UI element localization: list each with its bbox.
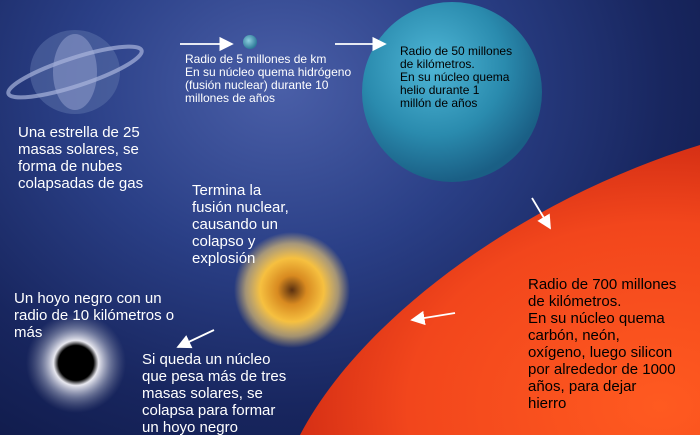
nebula-caption: Una estrella de 25 masas solares, se forma de nubes colapsadas de gas	[18, 124, 144, 192]
blue-giant-caption: Radio de 50 millones de kilómetros. En su núcleo quema helio durante 1 millón de años	[400, 44, 513, 110]
red-supergiant-caption: Radio de 700 millones de kilómetros. En su núcleo quema carbón, neón, oxígeno, luego silicon por alrededor de 1000 años, para dejar hierro	[528, 276, 677, 412]
supernova-caption: Termina la fusión nuclear, causando un colapso y explosión	[192, 182, 289, 267]
main-sequence-star-shape	[243, 35, 257, 49]
arrow-supernova-to-core	[178, 330, 214, 347]
main-sequence-caption: Radio de 5 millones de km En su núcleo quema hidrógeno (fusión nuclear) durante 10 millones de años	[185, 52, 352, 105]
nebula-shape	[4, 30, 146, 114]
black-hole-caption: Un hoyo negro con un radio de 10 kilómetros o más	[14, 290, 175, 341]
core-caption: Si queda un núcleo que pesa más de tres masas solares, se colapsa para formar un hoyo negro	[142, 351, 287, 435]
